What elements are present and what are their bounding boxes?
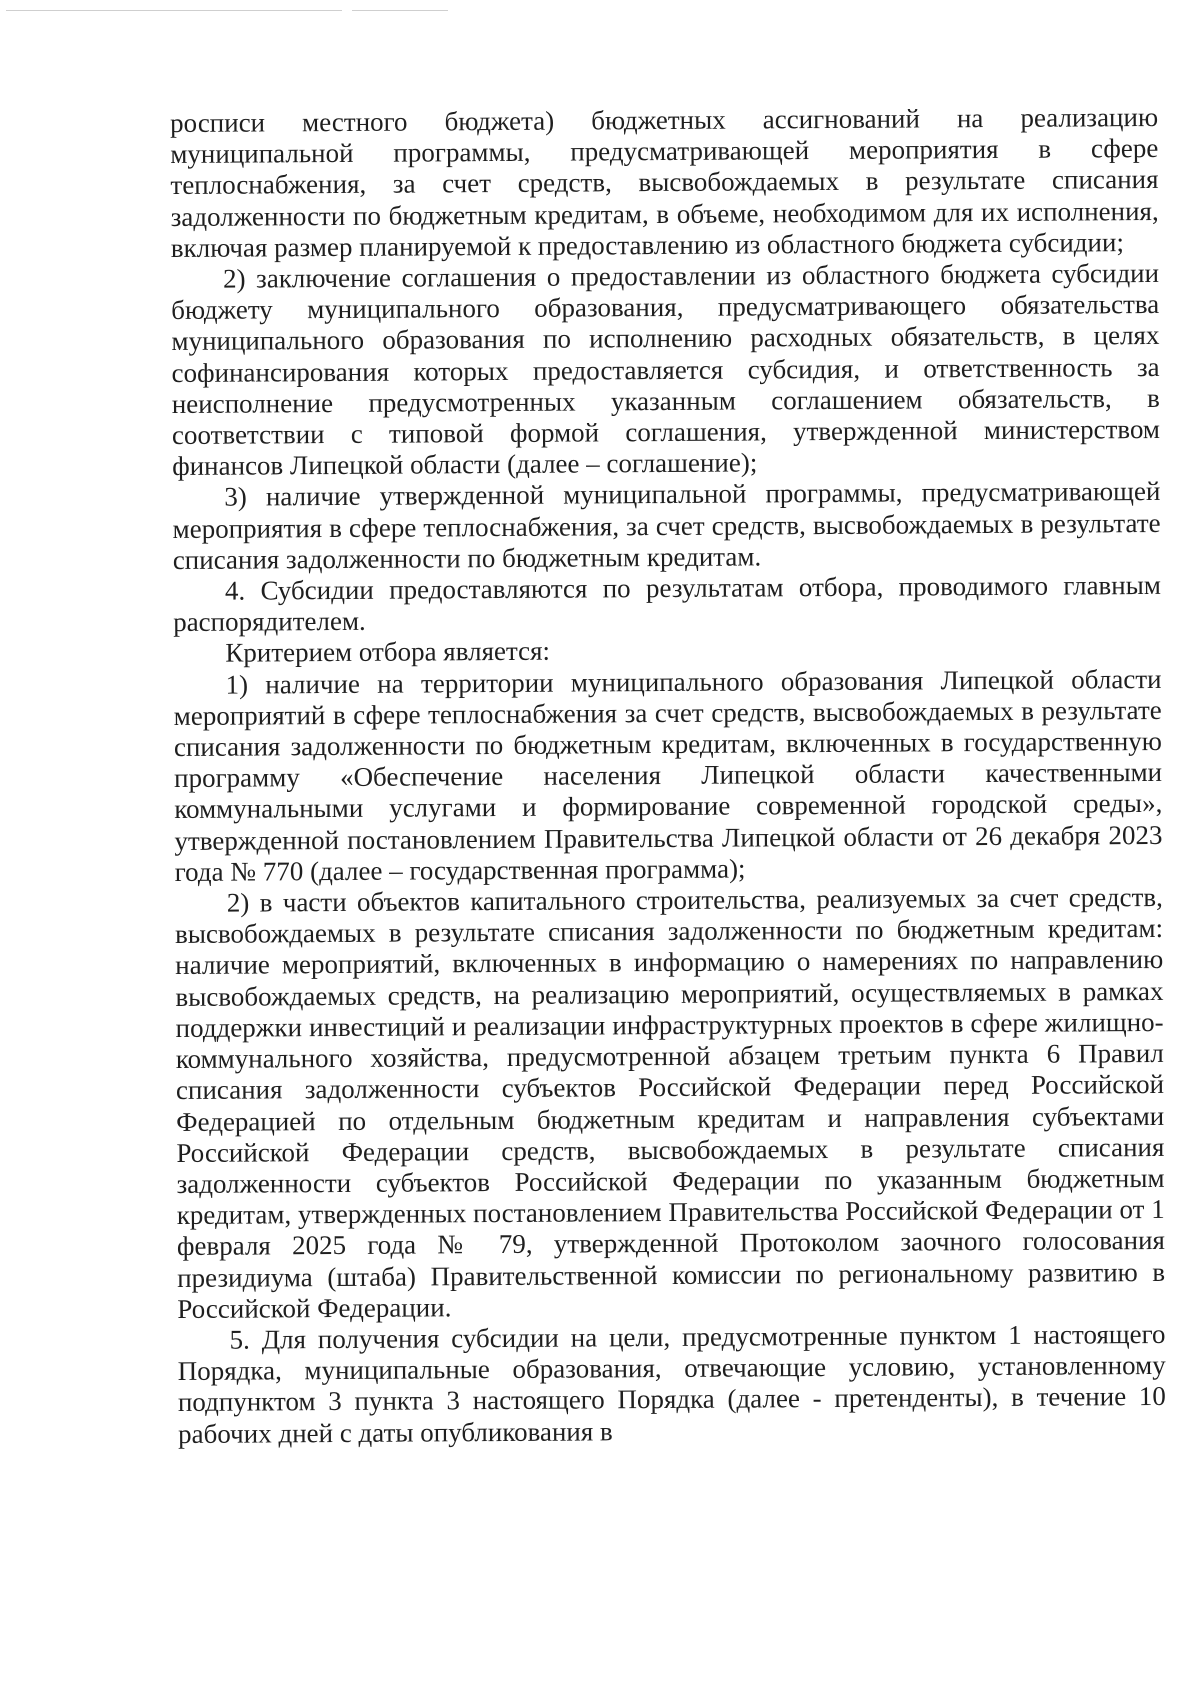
paragraph-section-5: 5. Для получения субсидии на цели, предусмотренные пунктом 1 настоящего Порядка, муниципальные образования, отвечающие условию, установленному подпунктом 3 пункта 3 настоящего Порядка (далее - претенденты), в течение 10 рабочих дней с даты опубликования в — [177, 1318, 1166, 1449]
paragraph-condition-3: 3) наличие утвержденной муниципальной программы, предусматривающей мероприятия в сфере теплоснабжения, за счет средств, высвобождаемых в результате списания задолженности по бюджетным кредитам. — [172, 476, 1161, 575]
paragraph-section-4: 4. Субсидии предоставляются по результатам отбора, проводимого главным распорядителем. — [173, 570, 1162, 638]
document-page — [170, 102, 1166, 1450]
paragraph-condition-2: 2) заключение соглашения о предоставлении из областного бюджета субсидии бюджету муниципального образования, предусматривающего обязательства муниципального образования по исполнению расходных обязательств, в целях софинансирования которых предоставляется субсидия, и ответственность за неисполнение предусмотренных указанным соглашением обязательств, в соответствии с типовой формой соглашения, утвержденной министерством финансов Липецкой области (далее – соглашение); — [171, 257, 1161, 482]
paragraph-criterion-1: 1) наличие на территории муниципального образования Липецкой области мероприятий в сфере теплоснабжения за счет средств, высвобождаемых в результате списания задолженности по бюджетным кредитам, включенных в государственную программу «Обеспечение населения Липецкой области качественными коммунальными услугами и формирование современной городской среды», утвержденной постановлением Правительства Липецкой области от 26 декабря 2023 года № 770 (далее – государственная программа); — [173, 663, 1163, 887]
paragraph-budget-allocation: росписи местного бюджета) бюджетных ассигнований на реализацию муниципальной программы, предусматривающей мероприятия в сфере теплоснабжения, за счет средств, высвобождаемых в результате списания задолженности по бюджетным кредитам, в объеме, необходимом для их исполнения, включая размер планируемой к предоставлению из областного бюджета субсидии; — [170, 101, 1159, 263]
scan-edge-mark — [6, 10, 342, 11]
scan-edge-mark — [352, 10, 448, 11]
paragraph-criterion-2: 2) в части объектов капитального строительства, реализуемых за счет средств, высвобождаемых в результате списания задолженности по бюджетным кредитам: наличие мероприятий, включенных в информацию о намерениях по направлению высвобождаемых средств, на реализацию мероприятий, осуществляемых в рамках поддержки инвестиций и реализации инфраструктурных проектов в сфере жилищно-коммунального хозяйства, предусмотренной абзацем третьим пункта 6 Правил списания задолженности субъектов Российской Федерации перед Российской Федерацией по отдельным бюджетным кредитам и направления субъектами Российской Федерации средств, высвобождаемых в результате списания задолженности субъектов Российской Федерации по указанным бюджетным кредитам, утвержденных постановлением Правительства Российской Федерации от 1 февраля 2025 года № 79, утвержденной Протоколом заочного голосования президиума (штаба) Правительственной комиссии по региональному развитию в Российской Федерации. — [174, 882, 1166, 1324]
paragraph-selection-criterion: Критерием отбора является: — [225, 636, 551, 669]
